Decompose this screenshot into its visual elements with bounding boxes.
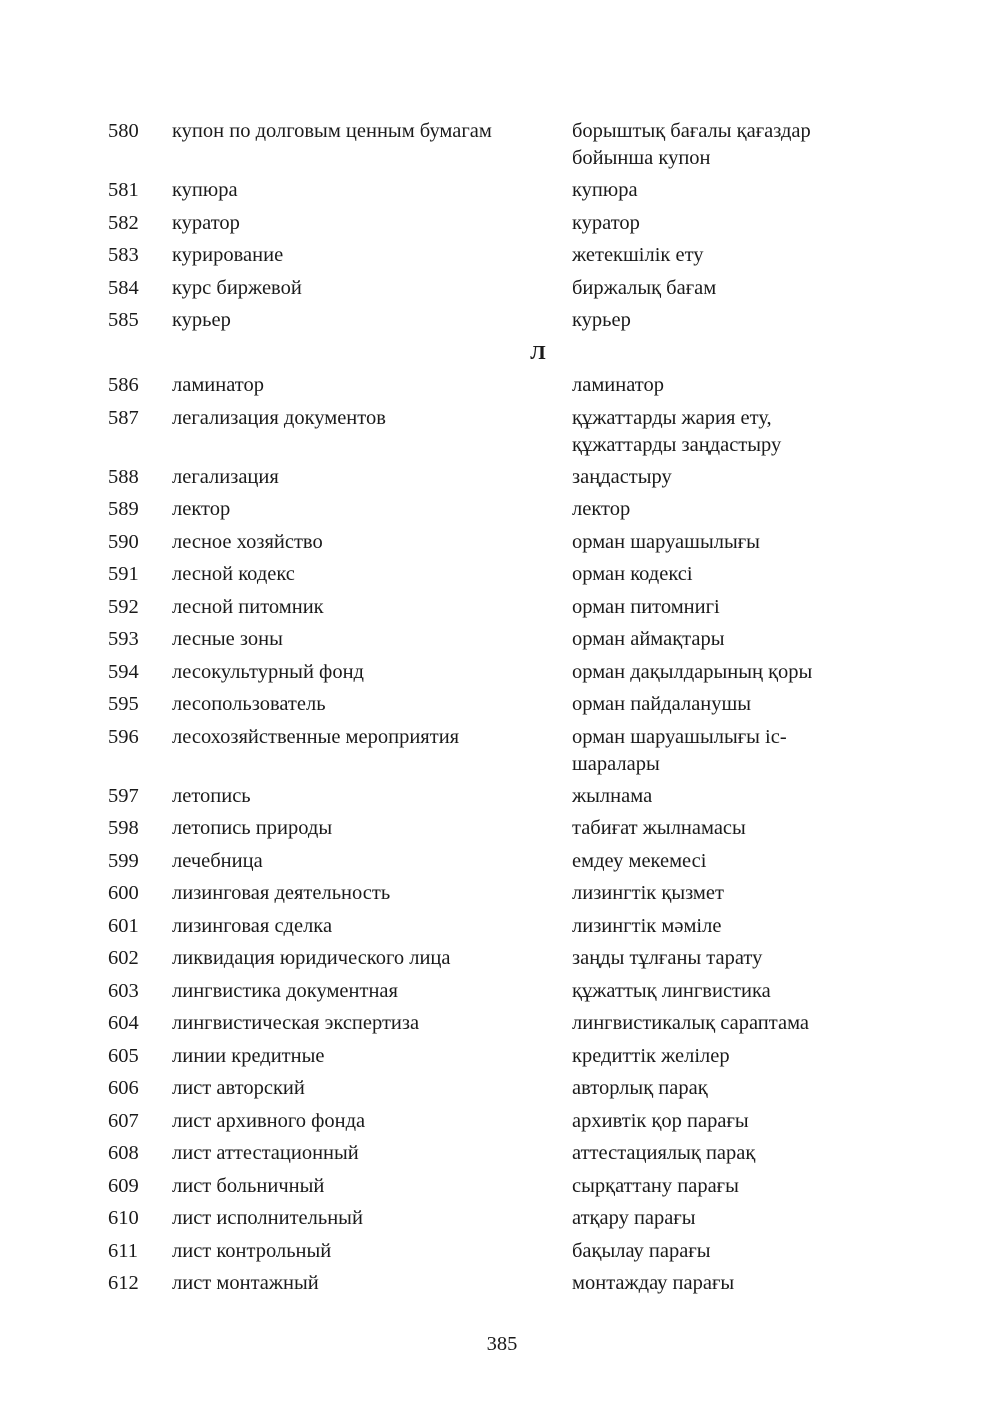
kazakh-term: лектор [572, 498, 631, 520]
russian-term: лизинговая деятельность [172, 882, 391, 904]
entry-row [0, 242, 1004, 275]
russian-term: лектор [172, 498, 231, 520]
kazakh-term: құжаттық лингвистика [572, 979, 771, 1002]
entry-number: 583 [108, 244, 139, 266]
russian-term: летопись природы [172, 817, 333, 839]
russian-term: лист авторский [172, 1077, 305, 1099]
entry-number: 601 [108, 914, 139, 937]
kazakh-term: аттестациялық парақ [572, 1142, 756, 1164]
kazakh-term: кредиттік желілер [572, 1044, 730, 1067]
entry-number: 600 [108, 882, 139, 904]
entry-number: 604 [108, 1012, 139, 1034]
entry-number: 603 [108, 979, 139, 1002]
russian-term: лесокультурный фонд [172, 660, 364, 683]
entry-row [0, 626, 1004, 659]
entry-row [0, 594, 1004, 627]
entry-row [0, 529, 1004, 562]
kazakh-term: купюра [572, 179, 638, 201]
kazakh-term: биржалық бағам [572, 276, 717, 299]
russian-term: лизинговая сделка [172, 914, 333, 937]
entry-number: 592 [108, 595, 139, 618]
russian-term: лесной кодекс [172, 563, 295, 585]
entry-number: 607 [108, 1109, 139, 1132]
entry-row [0, 464, 1004, 497]
russian-term: лесохозяйственные мероприятия [172, 725, 460, 748]
entry-row [0, 783, 1004, 816]
entry-row [0, 210, 1004, 243]
russian-term: линии кредитные [172, 1044, 325, 1067]
entry-row [0, 496, 1004, 529]
entry-row [0, 1238, 1004, 1271]
kazakh-term: лизингтік қызмет [572, 882, 724, 904]
russian-term: курирование [172, 244, 284, 266]
kazakh-term: куратор [572, 211, 640, 234]
kazakh-term: емдеу мекемесі [572, 849, 707, 872]
entry-row [0, 405, 1004, 464]
russian-term: лечебница [172, 849, 263, 872]
entry-number: 602 [108, 947, 139, 969]
entry-row [0, 1270, 1004, 1303]
entry-row [0, 848, 1004, 881]
kazakh-term: ламинатор [572, 374, 664, 396]
page-number: 385 [486, 1333, 518, 1355]
kazakh-term: орман пайдаланушы [572, 693, 752, 715]
russian-term: лесные зоны [172, 628, 283, 650]
kazakh-term: орман кодексі [572, 563, 693, 585]
entry-number: 599 [108, 849, 139, 872]
russian-term: летопись [172, 784, 251, 807]
kazakh-term: борыштық бағалы қағаздар бойынша купон [572, 120, 811, 169]
kazakh-term: атқару парағы [572, 1207, 696, 1229]
kazakh-term: курьер [572, 309, 631, 331]
entry-row [0, 880, 1004, 913]
entry-row [0, 1043, 1004, 1076]
entry-number: 588 [108, 465, 139, 488]
entry-row [0, 561, 1004, 594]
russian-term: курс биржевой [172, 276, 302, 299]
kazakh-term: жылнама [572, 784, 653, 807]
russian-term: лист больничный [172, 1174, 325, 1197]
russian-term: куратор [172, 211, 240, 234]
russian-term: лист монтажный [172, 1272, 319, 1294]
russian-term: лист архивного фонда [172, 1109, 366, 1132]
kazakh-term: орман дақылдарының қоры [572, 660, 813, 683]
kazakh-term: авторлық парақ [572, 1077, 708, 1099]
russian-term: ламинатор [172, 374, 264, 396]
kazakh-term: жетекшілік ету [572, 244, 704, 266]
entry-number: 605 [108, 1044, 139, 1067]
entry-row [0, 118, 1004, 177]
entry-row [0, 691, 1004, 724]
russian-term: ликвидация юридического лица [172, 947, 451, 969]
entry-number: 606 [108, 1077, 139, 1099]
entry-row [0, 307, 1004, 340]
kazakh-term: лизингтік мәміле [572, 914, 722, 937]
entry-row [0, 724, 1004, 783]
kazakh-term: монтаждау парағы [572, 1272, 735, 1294]
entry-number: 608 [108, 1142, 139, 1164]
russian-term: лист аттестационный [172, 1142, 359, 1164]
entry-row [0, 978, 1004, 1011]
entry-number: 593 [108, 628, 139, 650]
entry-row [0, 659, 1004, 692]
russian-term: курьер [172, 309, 231, 331]
kazakh-term: құжаттарды жария ету, құжаттарды заңдастыру [572, 406, 782, 456]
kazakh-term: орман шаруашылығы [572, 530, 760, 553]
entry-number: 609 [108, 1174, 139, 1197]
entry-number: 597 [108, 784, 139, 807]
entry-number: 586 [108, 374, 139, 396]
entry-number: 580 [108, 120, 139, 142]
entry-row [0, 372, 1004, 405]
entry-number: 591 [108, 563, 139, 585]
entry-row [0, 1075, 1004, 1108]
section-letter: Л [530, 341, 546, 364]
entry-number: 612 [108, 1272, 139, 1294]
entry-row [0, 1140, 1004, 1173]
entry-row [0, 275, 1004, 308]
kazakh-term: лингвистикалық сараптама [572, 1012, 810, 1034]
entry-number: 584 [108, 276, 139, 299]
russian-term: лесное хозяйство [172, 530, 323, 553]
entry-number: 610 [108, 1207, 139, 1229]
kazakh-term: орман питомнигі [572, 595, 720, 618]
russian-term: лингвистика документная [172, 979, 398, 1002]
entry-number: 585 [108, 309, 139, 331]
entry-list [0, 118, 1004, 1303]
entry-number: 594 [108, 660, 139, 683]
russian-term: купюра [172, 179, 238, 201]
kazakh-term: табиғат жылнамасы [572, 817, 746, 839]
russian-term: лист исполнительный [172, 1207, 363, 1229]
kazakh-term: орман шаруашылығы іс-шаралары [572, 725, 787, 775]
entry-number: 582 [108, 211, 139, 234]
entry-row [0, 177, 1004, 210]
kazakh-term: заңдастыру [572, 465, 672, 488]
entry-row [0, 815, 1004, 848]
entry-row [0, 1010, 1004, 1043]
entry-number: 581 [108, 179, 139, 201]
kazakh-term: бақылау парағы [572, 1239, 711, 1262]
russian-term: лесной питомник [172, 595, 324, 618]
kazakh-term: сырқаттану парағы [572, 1174, 739, 1197]
entry-row [0, 913, 1004, 946]
entry-row [0, 1108, 1004, 1141]
russian-term: лесопользователь [172, 693, 326, 715]
entry-number: 611 [108, 1239, 138, 1262]
entry-number: 590 [108, 530, 139, 553]
entry-row [0, 945, 1004, 978]
entry-number: 589 [108, 498, 139, 520]
russian-term: лингвистическая экспертиза [172, 1012, 420, 1034]
entry-number: 595 [108, 693, 139, 715]
entry-number: 596 [108, 725, 139, 748]
entry-row [0, 1173, 1004, 1206]
entry-number: 587 [108, 406, 139, 429]
entry-number: 598 [108, 817, 139, 839]
kazakh-term: орман аймақтары [572, 628, 725, 650]
kazakh-term: архивтік қор парағы [572, 1109, 749, 1132]
russian-term: купон по долговым ценным бумагам [172, 120, 492, 142]
russian-term: легализация [172, 465, 279, 488]
russian-term: легализация документов [172, 406, 386, 429]
entry-row [0, 1205, 1004, 1238]
russian-term: лист контрольный [172, 1239, 332, 1262]
kazakh-term: заңды тұлғаны тарату [572, 947, 763, 969]
